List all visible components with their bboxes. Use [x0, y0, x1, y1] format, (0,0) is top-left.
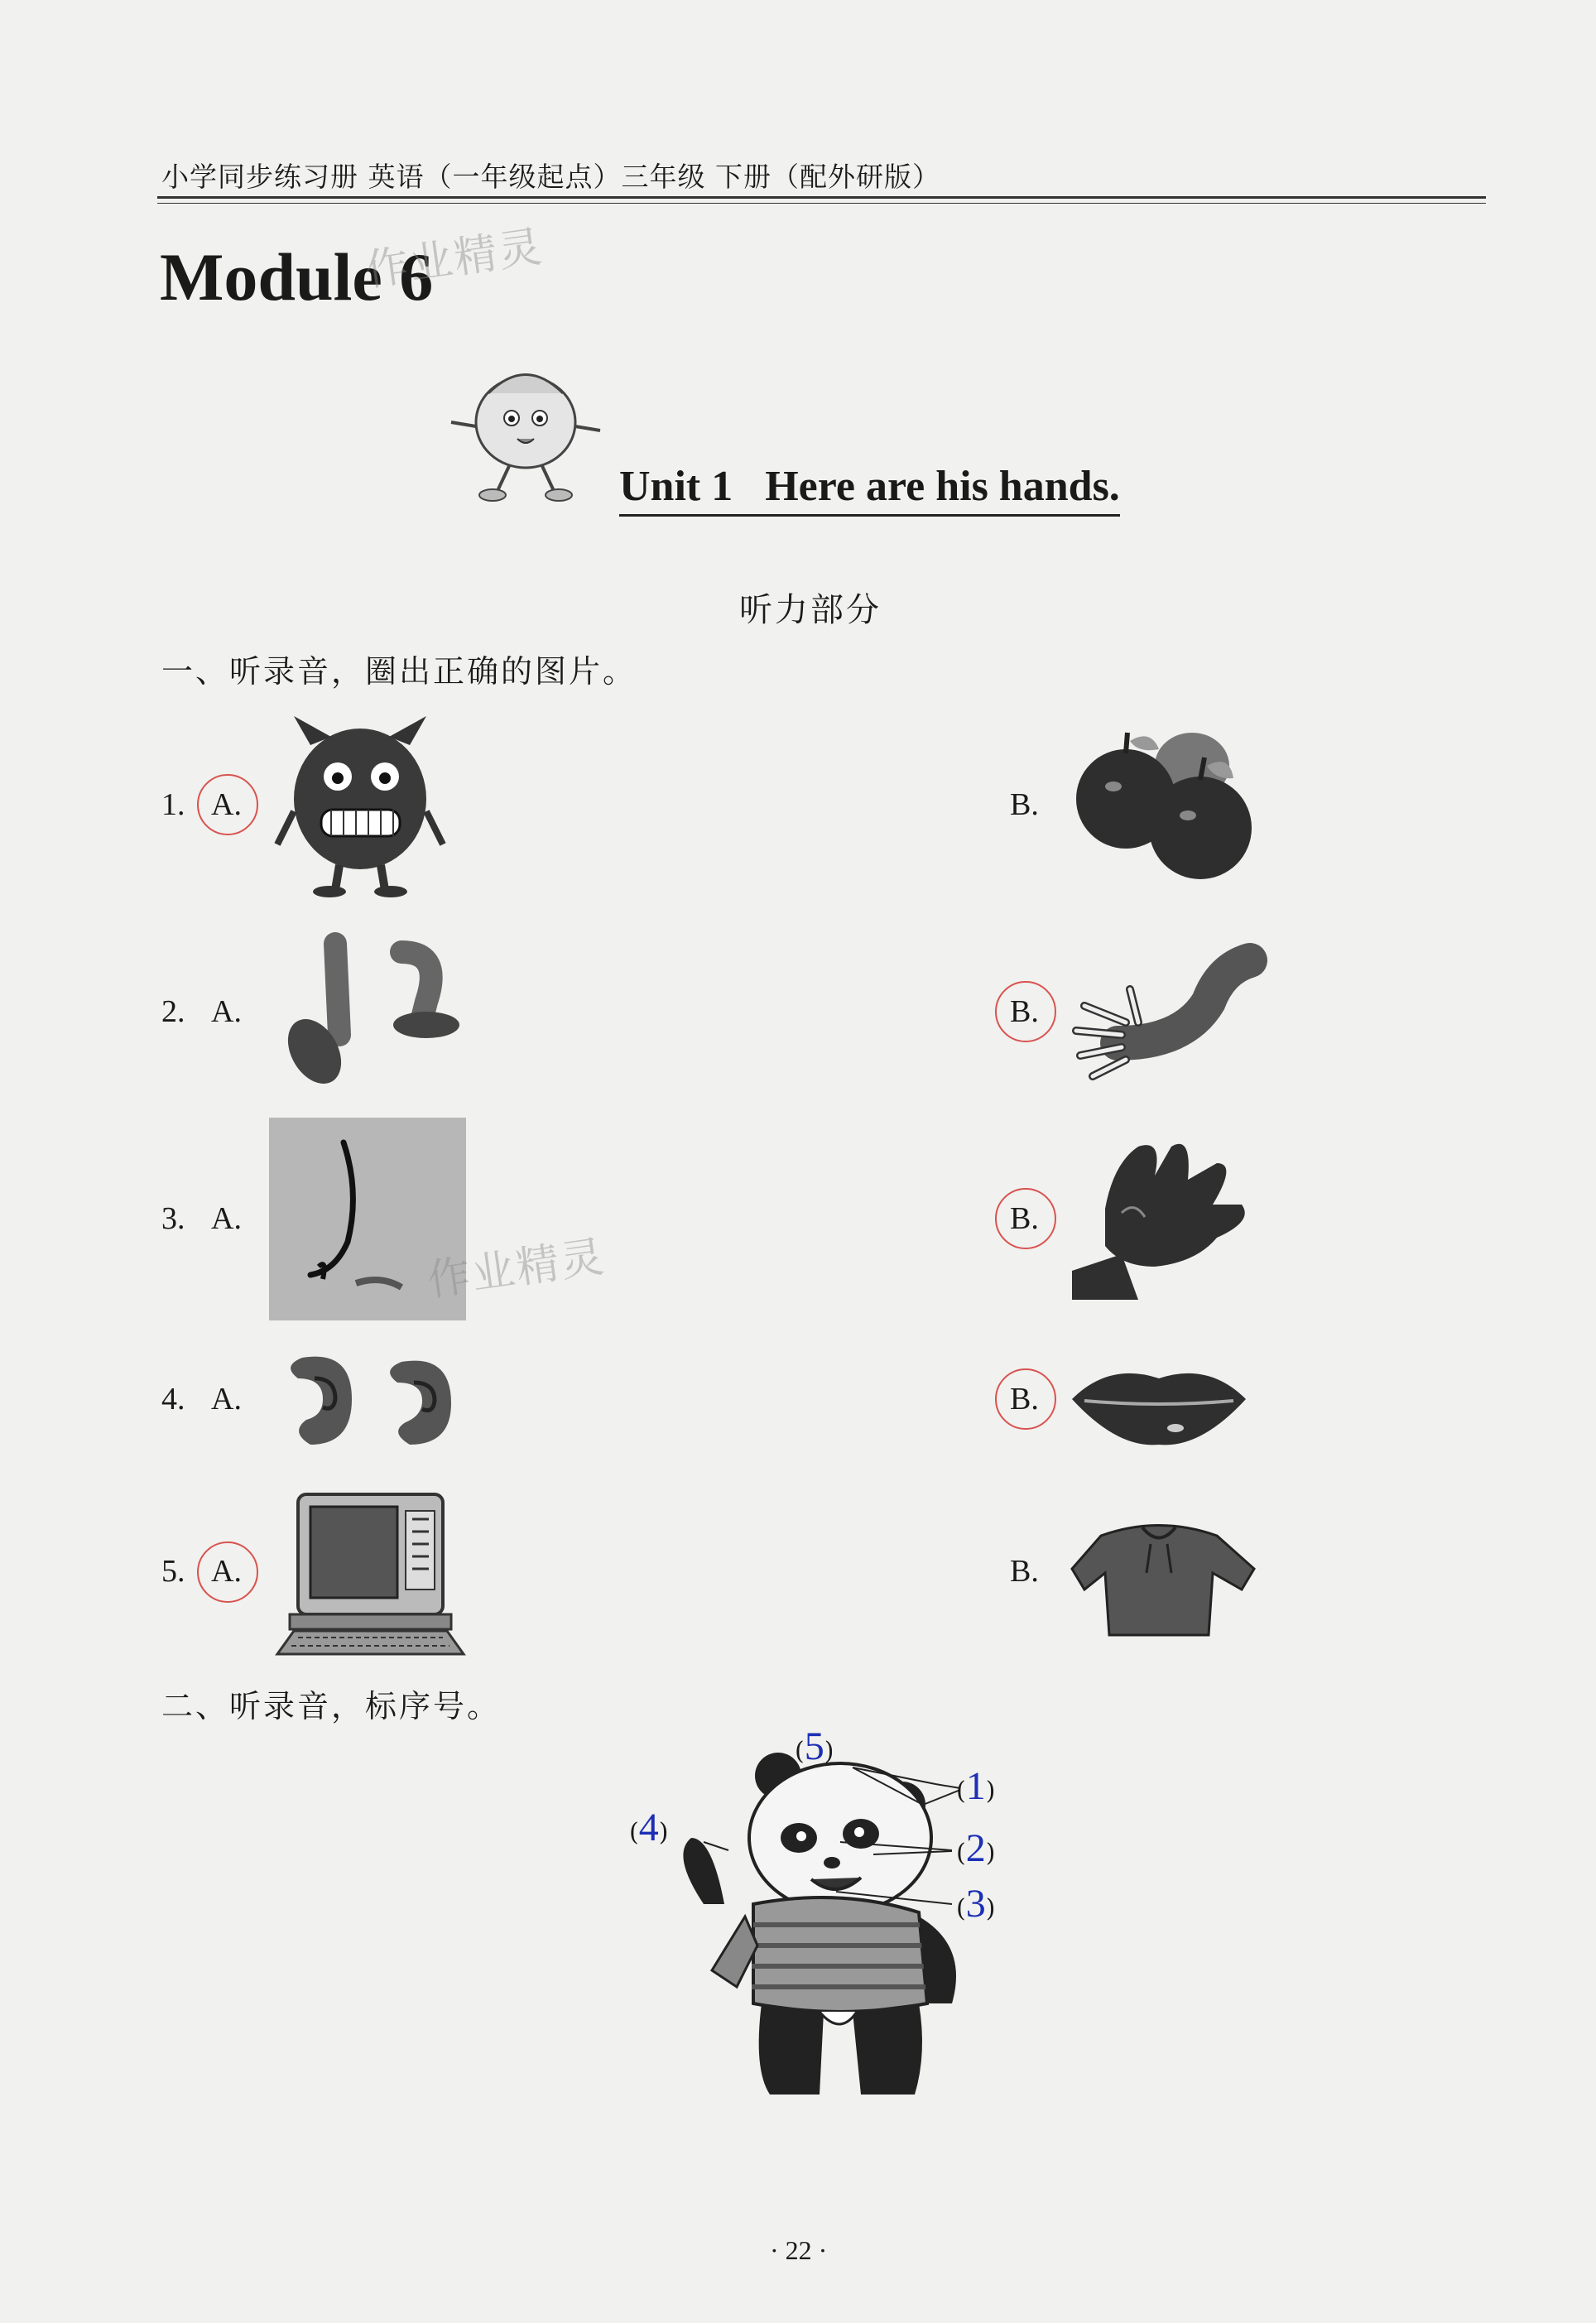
item4-option-a[interactable]: A.	[211, 1382, 242, 1416]
module-title: Module 6	[160, 239, 434, 315]
item4-number: 4.	[161, 1382, 185, 1416]
item1-number: 1.	[161, 787, 185, 822]
item3-option-a[interactable]: A.	[211, 1201, 242, 1236]
section-title: 听力部分	[739, 591, 882, 629]
question2-title: 二、听录音，标序号。	[161, 1688, 502, 1724]
item2-option-b[interactable]: B.	[1010, 994, 1039, 1029]
answer-value: 1	[965, 1764, 986, 1808]
watermark: 作业精灵	[362, 222, 546, 296]
question1-title: 一、听录音，圈出正确的图片。	[161, 653, 637, 690]
item3-number: 3.	[161, 1201, 185, 1236]
item1-option-b[interactable]: B.	[1010, 787, 1039, 822]
item3-option-b[interactable]: B.	[1010, 1201, 1039, 1236]
answer-value: 3	[965, 1882, 986, 1926]
item5-number: 5.	[161, 1554, 185, 1589]
page-number: · 22 ·	[770, 2235, 828, 2265]
book-header: 小学同步练习册 英语（一年级起点）三年级 下册（配外研版）	[161, 161, 940, 193]
label-ears: (1)	[956, 1764, 996, 1808]
answer-value: 5	[804, 1724, 824, 1768]
item5-option-b[interactable]: B.	[1010, 1554, 1039, 1589]
answer-value: 4	[638, 1806, 659, 1849]
answer-value: 2	[965, 1826, 986, 1870]
watermark: 作业精灵	[424, 1232, 608, 1306]
unit-title: Unit 1 Here are his hands.	[619, 462, 1120, 517]
item1-option-a[interactable]: A.	[211, 787, 242, 822]
label-left: (4)	[629, 1806, 669, 1849]
label-top: (5)	[795, 1724, 834, 1768]
item2-option-a[interactable]: A.	[211, 994, 242, 1029]
label-eyes: (2)	[956, 1826, 996, 1870]
label-mouth: (3)	[956, 1882, 996, 1926]
item5-option-a[interactable]: A.	[211, 1554, 242, 1589]
item4-option-b[interactable]: B.	[1010, 1382, 1039, 1416]
item2-number: 2.	[161, 994, 185, 1029]
